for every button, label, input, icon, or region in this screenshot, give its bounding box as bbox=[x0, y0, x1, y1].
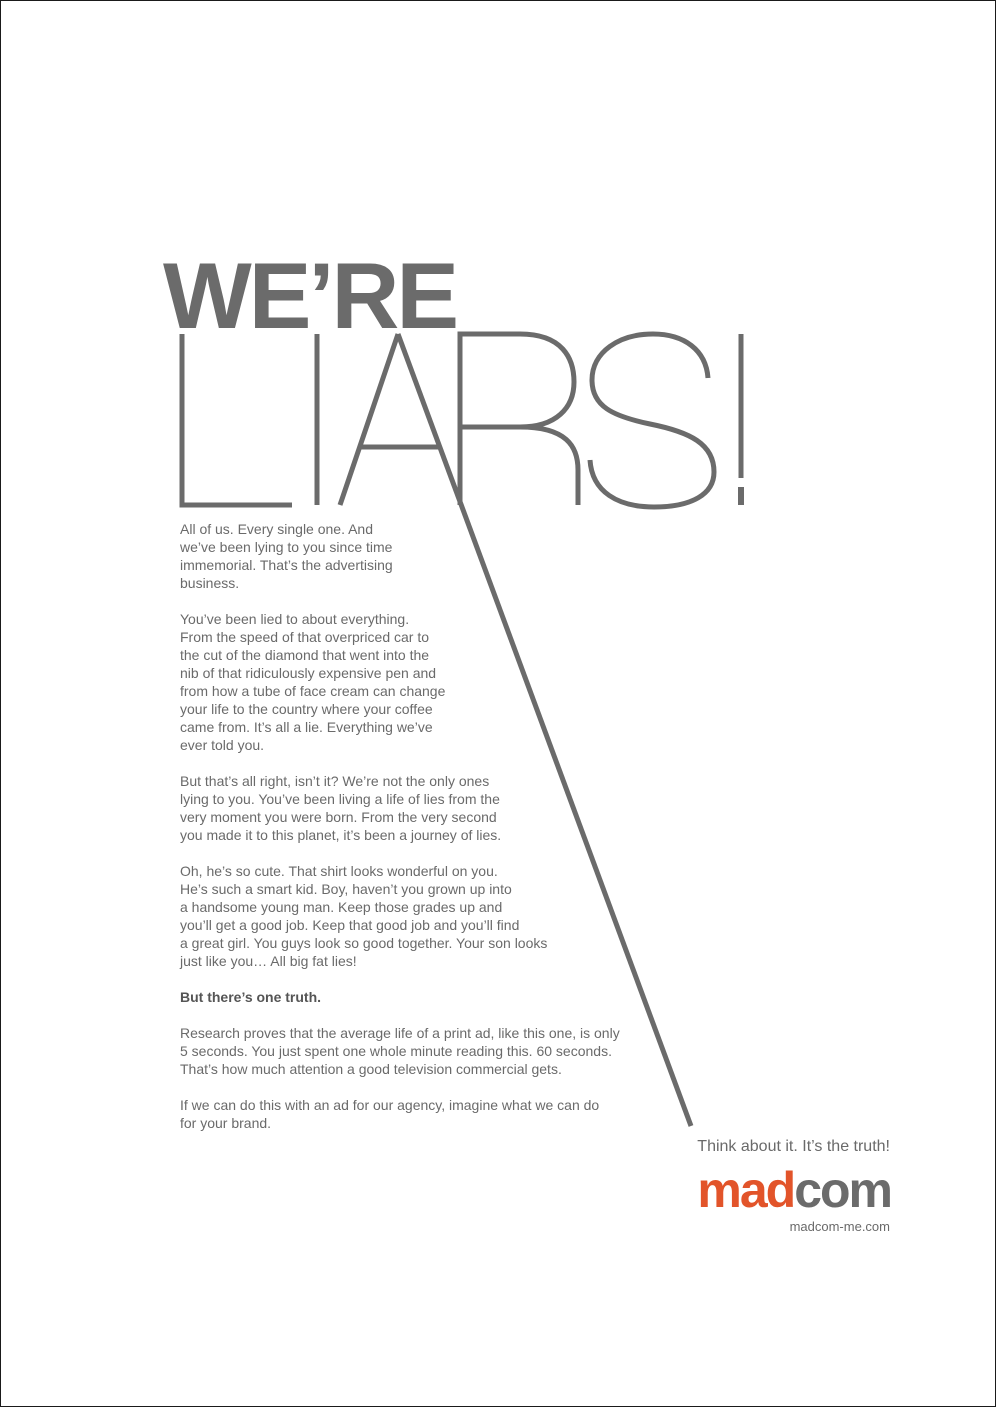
body-paragraph-1: All of us. Every single one. And we’ve been lying to you since time immemorial. That’s the advertising business. bbox=[180, 521, 393, 591]
tagline: Think about it. It’s the truth! bbox=[697, 1138, 890, 1155]
body-copy bbox=[180, 520, 630, 1150]
body-bold-line: But there’s one truth. bbox=[180, 989, 322, 1005]
body-paragraph-4: Oh, he’s so cute. That shirt looks wonderful on you. He’s such a smart kid. Boy, haven’t you grown up into a handsome young man. Keep those grades up and you’ll get a good job. Keep that good job and you’ll find a great girl. You guys look so good together. Your son looks just like you… All big fat lies! bbox=[180, 863, 548, 969]
headline-were: WE’RE bbox=[163, 243, 457, 348]
body-paragraph-3: But that’s all right, isn’t it? We’re not the only ones lying to you. You’ve been living a life of lies from the very moment you were born. From the very second you made it to this planet, it’s been a journey of lies. bbox=[180, 773, 502, 843]
logo-com: com bbox=[794, 1162, 891, 1218]
body-paragraph-2: You’ve been lied to about everything. From the speed of that overpriced car to the cut of the diamond that went into the nib of that ridiculously expensive pen and from how a tube of face cream can change your life to the country where your coffee came from. It’s all a lie. Everything we’ve ever told you. bbox=[180, 611, 446, 753]
logo-mad: mad bbox=[697, 1162, 795, 1218]
website-url: madcom-me.com bbox=[789, 1219, 890, 1234]
body-paragraph-6: If we can do this with an ad for our agency, imagine what we can do for your brand. bbox=[180, 1097, 600, 1131]
madcom-logo bbox=[697, 1160, 891, 1220]
body-paragraph-5: Research proves that the average life of a print ad, like this one, is only 5 seconds. You just spent one whole minute reading this. 60 seconds. That’s how much attention a good television commercial gets. bbox=[180, 1025, 620, 1077]
